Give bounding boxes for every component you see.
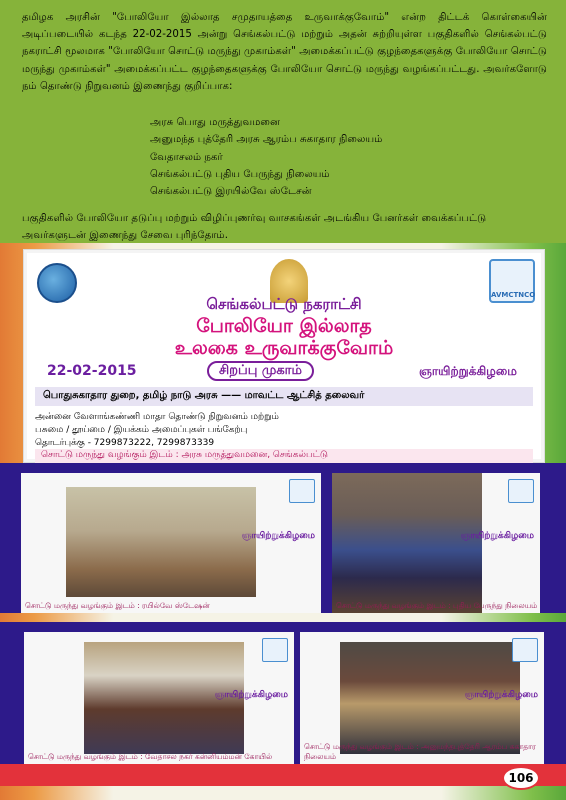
photo-day: ஞாயிற்றுக்கிழமை — [460, 531, 534, 541]
place-item: செங்கல்பட்டு புதிய பேருந்து நிலையம் — [150, 168, 330, 180]
organisation-logo-icon — [508, 479, 534, 503]
place-item: செங்கல்பட்டு இரயில்வே ஸ்டேசன் — [150, 186, 312, 198]
photo-frame — [332, 473, 540, 613]
photo-row-2 — [0, 622, 566, 764]
banner-details — [35, 411, 533, 450]
banner-day: ஞாயிற்றுக்கிழமை — [419, 364, 517, 378]
photo-railway-station — [66, 487, 256, 597]
photo-bus-stand — [332, 473, 482, 613]
photo-caption: சொட்டு மருந்து வழங்கும் இடம் : வேதாசல நகர் கன்னியம்மன் கோயில் — [28, 752, 273, 761]
banner-camp-badge: சிறப்பு முகாம் — [207, 361, 314, 381]
organisation-logo-icon — [262, 638, 288, 662]
organisation-logo-icon — [289, 479, 315, 503]
banner-municipality: செங்கல்பட்டு நகராட்சி — [206, 295, 362, 313]
banner-department-bar: பொதுசுகாதார துறை, தமிழ் நாடு அரசு —— மாவட்ட ஆட்சித் தலைவர் — [35, 387, 533, 406]
banner-date: 22-02-2015 — [47, 363, 137, 379]
banner-detail-line: பசுமை / தூய்மை / இயக்கம் அமைப்புகள் பங்கேற்பு — [35, 425, 248, 435]
organisation-logo-icon: AVMCTNCO — [489, 259, 535, 303]
banner-footer: சொட்டு மருந்து வழங்கும் இடம் : அரசு மருத்துவமனை, செங்கல்பட்டு — [35, 449, 533, 463]
photo-frame — [24, 632, 294, 764]
place-item: அனுமந்த புத்தேரி அரசு ஆரம்ப சுகாதார நிலையம் — [150, 134, 383, 146]
organisation-logo-icon — [512, 638, 538, 662]
page-number: 106 — [502, 766, 540, 790]
photo-frame — [21, 473, 321, 613]
polio-banner — [24, 250, 544, 462]
photo-day: ஞாயிற்றுக்கிழமை — [464, 690, 538, 700]
banner-title-line1: போலியோ இல்லாத — [196, 315, 372, 337]
banner-title-line2: உலகை உருவாக்குவோம் — [174, 337, 394, 359]
banner-detail-line: தொடர்புக்கு - 7299873222, 7299873339 — [35, 438, 215, 448]
photo-row-1 — [0, 463, 566, 613]
place-item: அரசு பொது மருத்துவமனை — [150, 117, 280, 128]
photo-caption: சொட்டு மருந்து வழங்கும் இடம் : புதிய பேருந்து நிலையம் — [336, 601, 538, 610]
photo-day: ஞாயிற்றுக்கிழமை — [241, 531, 315, 541]
photo-caption: சொட்டு மருந்து வழங்கும் இடம் : அனுமந்தபுத்தேரி ஆரம்ப சுகாதார நிலையம் — [304, 742, 536, 761]
banner-detail-line: அன்னை வேளாங்கண்ணி மாதா தொண்டு நிறுவனம் மற்றும் — [35, 412, 279, 422]
photo-frame — [300, 632, 544, 764]
closing-paragraph: பகுதிகளில் போலியோ தடுப்பு மற்றும் விழிப்புணர்வு வாசகங்கள் அடங்கிய பேனர்கள் வைக்கப்பட்டு அவர்களுடன் இணைந்து சேவை புரிந்தோம். — [22, 213, 487, 242]
photo-day: ஞாயிற்றுக்கிழமை — [214, 690, 288, 700]
intro-box — [0, 0, 566, 243]
place-item: வேதாசலம் நகர் — [150, 151, 223, 163]
places-list — [150, 114, 382, 200]
photo-caption: சொட்டு மருந்து வழங்கும் இடம் : ரயில்வே ஸ்டேஷன் — [25, 601, 210, 610]
intro-paragraph: தமிழக அரசின் "போலியோ இல்லாத சமுதாயத்தை உருவாக்குவோம்" என்ற திட்டக் கொள்கையின் அடிப்படையில் கடந்த 22-02-2015 அன்று செங்கல்பட்டு மற்றும் அதன் சுற்றியுள்ள பகுதிகளில் செங்கல்பட்டு நகராட்சி மூலமாக "போலியோ சொட்டு மருந்து முகாம்கள்" அமைக்கப்பட்டு குழந்தைகளுக்கு போலியோ சொட்டு மருந்து முகாம்கள்" அமைக்கப்பட்ட குழந்தைகளுக்கு போலியோ சொட்டு மருந்து வழங்கப்பட்டது. அவர்களோடு நம் தொண்டு நிறுவனம் இணைந்து குறிப்பாக: — [22, 12, 547, 92]
footer-strip — [0, 764, 566, 786]
